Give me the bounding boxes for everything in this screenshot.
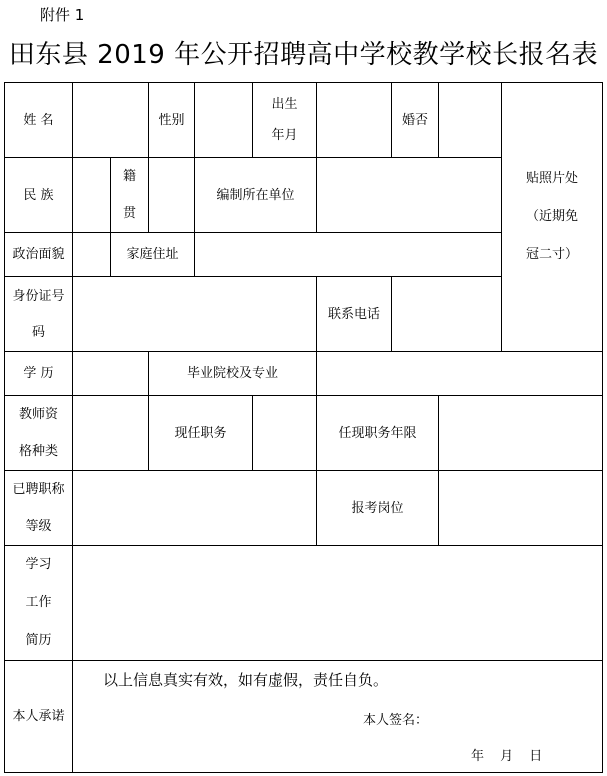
value-current-post[interactable] <box>253 396 317 471</box>
value-birth[interactable] <box>317 83 392 158</box>
label-current-post: 现任职务 <box>149 396 253 471</box>
value-resume[interactable] <box>73 546 603 661</box>
photo-line2: （近期免 <box>525 209 578 224</box>
label-cert-line1: 教师资 <box>18 407 58 422</box>
label-political-status: 政治面貌 <box>5 233 73 277</box>
signature-label[interactable]: 本人签名： <box>363 713 429 728</box>
photo-box[interactable] <box>502 83 603 352</box>
label-ethnicity: 民 族 <box>5 158 73 233</box>
photo-line1: 贴照片处 <box>525 171 578 186</box>
label-native-line1: 籍 <box>122 169 136 184</box>
label-native-place <box>111 158 149 233</box>
label-gender: 性别 <box>149 83 195 158</box>
label-cert-line2: 格种类 <box>18 444 58 459</box>
attachment-label: 附件 1 <box>40 6 85 24</box>
value-ethnicity[interactable] <box>73 158 111 233</box>
pledge-area <box>73 661 603 773</box>
label-teacher-cert <box>5 396 73 471</box>
label-pledge: 本人承诺 <box>5 661 73 773</box>
value-political-status[interactable] <box>73 233 111 277</box>
label-resume-line3: 简历 <box>25 633 52 648</box>
photo-line3: 冠二寸） <box>525 247 578 262</box>
label-resume <box>5 546 73 661</box>
value-school-major[interactable] <box>317 352 603 396</box>
label-id-line1: 身份证号 <box>12 288 65 304</box>
label-birth <box>253 83 317 158</box>
label-title-line2: 等级 <box>25 519 52 534</box>
value-id-number[interactable] <box>73 277 317 352</box>
value-education[interactable] <box>73 352 149 396</box>
label-professional-title <box>5 471 73 546</box>
label-id-number <box>5 277 73 352</box>
label-post-years: 任现职务年限 <box>317 396 439 471</box>
value-native-place[interactable] <box>149 158 195 233</box>
value-gender[interactable] <box>195 83 253 158</box>
value-home-address[interactable] <box>195 233 502 277</box>
pledge-statement: 以上信息真实有效，如有虚假，责任自负。 <box>103 671 389 689</box>
label-id-line2: 码 <box>31 324 45 340</box>
value-post-years[interactable] <box>439 396 603 471</box>
value-marital[interactable] <box>439 83 502 158</box>
value-employer[interactable] <box>317 158 502 233</box>
date-label[interactable]: 年 月 日 <box>471 749 543 764</box>
value-phone[interactable] <box>392 277 502 352</box>
label-education: 学 历 <box>5 352 73 396</box>
label-birth-line2: 年月 <box>271 128 298 143</box>
label-resume-line2: 工作 <box>25 595 52 610</box>
label-name: 姓 名 <box>5 83 73 158</box>
value-name[interactable] <box>73 83 149 158</box>
label-school-major: 毕业院校及专业 <box>149 352 317 396</box>
label-resume-line1: 学习 <box>25 557 52 572</box>
label-marital: 婚否 <box>392 83 439 158</box>
label-home-address: 家庭住址 <box>111 233 195 277</box>
label-title-line1: 已聘职称 <box>12 482 65 497</box>
label-applied-post: 报考岗位 <box>317 471 439 546</box>
label-employer: 编制所在单位 <box>195 158 317 233</box>
label-native-line2: 贯 <box>122 206 136 221</box>
form-title: 田东县 2019 年公开招聘高中学校教学校长报名表 <box>8 40 599 70</box>
value-teacher-cert[interactable] <box>73 396 149 471</box>
value-applied-post[interactable] <box>439 471 603 546</box>
value-professional-title[interactable] <box>73 471 317 546</box>
registration-form <box>4 82 603 773</box>
label-phone: 联系电话 <box>317 277 392 352</box>
label-birth-line1: 出生 <box>271 97 298 112</box>
